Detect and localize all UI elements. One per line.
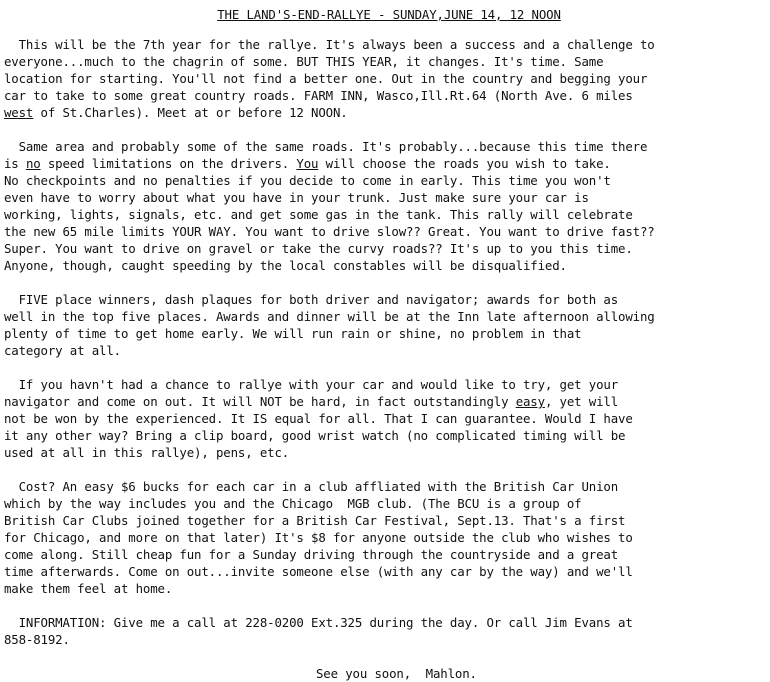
text-line <box>4 308 768 325</box>
underlined-word: You <box>296 156 319 171</box>
text-segment: of St.Charles). Meet at or before 12 NOON. <box>33 105 348 120</box>
text-segment: working, lights, signals, etc. and get some gas in the tank. This rally will celebrate <box>4 207 633 222</box>
text-segment: category at all. <box>4 343 121 358</box>
paragraph <box>4 36 768 121</box>
text-segment: well in the top five places. Awards and dinner will be at the Inn late afternoon allowing <box>4 309 655 324</box>
underlined-word: west <box>4 105 34 120</box>
text-line <box>4 223 768 240</box>
text-line <box>4 529 768 546</box>
paragraph <box>4 291 768 359</box>
text-segment: car to take to some great country roads. FARM INN, Wasco,Ill.Rt.64 (North Ave. 6 miles <box>4 88 633 103</box>
text-segment: will choose the roads you wish to take. <box>318 156 611 171</box>
text-line <box>4 393 768 410</box>
text-line <box>4 580 768 597</box>
text-segment: speed limitations on the drivers. <box>40 156 297 171</box>
text-line <box>4 53 768 70</box>
text-segment: everyone...much to the chagrin of some. BUT THIS YEAR, it changes. It's time. Same <box>4 54 604 69</box>
paragraph <box>4 478 768 597</box>
text-segment: This will be the 7th year for the rallye. It's always been a success and a challenge to <box>4 37 655 52</box>
text-segment: navigator and come on out. It will NOT be hard, in fact outstandingly <box>4 394 516 409</box>
text-line <box>4 172 768 189</box>
document-body <box>4 36 768 648</box>
text-line <box>4 631 768 648</box>
text-segment: for Chicago, and more on that later) It's $8 for anyone outside the club who wishes to <box>4 530 633 545</box>
text-segment: even have to worry about what you have in your trunk. Just make sure your car is <box>4 190 589 205</box>
text-segment: which by the way includes you and the Chicago MGB club. (The BCU is a group of <box>4 496 582 511</box>
text-segment: location for starting. You'll not find a better one. Out in the country and begging your <box>4 71 648 86</box>
text-segment: Same area and probably some of the same roads. It's probably...because this time there <box>4 139 648 154</box>
text-line <box>4 138 768 155</box>
text-segment: the new 65 mile limits YOUR WAY. You want to drive slow?? Great. You want to drive fast?? <box>4 224 655 239</box>
text-segment: it any other way? Bring a clip board, good wrist watch (no complicated timing will be <box>4 428 626 443</box>
text-segment: come along. Still cheap fun for a Sunday driving through the countryside and a great <box>4 547 619 562</box>
text-segment: FIVE place winners, dash plaques for both driver and navigator; awards for both as <box>4 292 619 307</box>
text-segment: Cost? An easy $6 bucks for each car in a club affliated with the British Car Union <box>4 479 619 494</box>
text-segment: is <box>4 156 26 171</box>
text-line <box>4 189 768 206</box>
text-line <box>4 427 768 444</box>
text-segment: Anyone, though, caught speeding by the local constables will be disqualified. <box>4 258 567 273</box>
text-segment: British Car Clubs joined together for a British Car Festival, Sept.13. That's a first <box>4 513 626 528</box>
underlined-word: easy <box>515 394 545 409</box>
text-line <box>4 376 768 393</box>
document-title: THE LAND'S-END-RALLYE - SUNDAY,JUNE 14, 12 NOON <box>217 7 561 22</box>
text-line <box>4 614 768 631</box>
text-line <box>4 70 768 87</box>
text-line <box>4 495 768 512</box>
text-segment: time afterwards. Come on out...invite someone else (with any car by the way) and we'll <box>4 564 633 579</box>
text-line <box>4 410 768 427</box>
paragraph <box>4 614 768 648</box>
text-segment: If you havn't had a chance to rallye with your car and would like to try, get your <box>4 377 619 392</box>
text-segment: plenty of time to get home early. We will run rain or shine, no problem in that <box>4 326 582 341</box>
text-segment: , yet will <box>544 394 619 409</box>
text-line <box>4 325 768 342</box>
text-segment: INFORMATION: Give me a call at 228-0200 Ext.325 during the day. Or call Jim Evans at <box>4 615 633 630</box>
rallye-flyer <box>4 6 768 682</box>
closing-signature: See you soon, Mahlon. <box>316 666 477 681</box>
text-line <box>4 546 768 563</box>
paragraph <box>4 138 768 274</box>
text-line <box>4 257 768 274</box>
text-line <box>4 342 768 359</box>
text-segment: make them feel at home. <box>4 581 173 596</box>
text-line <box>4 36 768 53</box>
text-segment: No checkpoints and no penalties if you decide to come in early. This time you won't <box>4 173 611 188</box>
text-line <box>4 512 768 529</box>
text-segment: used at all in this rallye), pens, etc. <box>4 445 290 460</box>
text-segment: 858-8192. <box>4 632 70 647</box>
text-line <box>4 206 768 223</box>
text-line <box>4 291 768 308</box>
underlined-word: no <box>25 156 41 171</box>
text-segment: Super. You want to drive on gravel or take the curvy roads?? It's up to you this time. <box>4 241 633 256</box>
text-line <box>4 444 768 461</box>
text-line <box>4 87 768 104</box>
paragraph <box>4 376 768 461</box>
text-line <box>4 240 768 257</box>
text-segment: not be won by the experienced. It IS equal for all. That I can guarantee. Would I have <box>4 411 633 426</box>
text-line <box>4 478 768 495</box>
text-line <box>4 104 768 121</box>
text-line <box>4 563 768 580</box>
text-line <box>4 155 768 172</box>
